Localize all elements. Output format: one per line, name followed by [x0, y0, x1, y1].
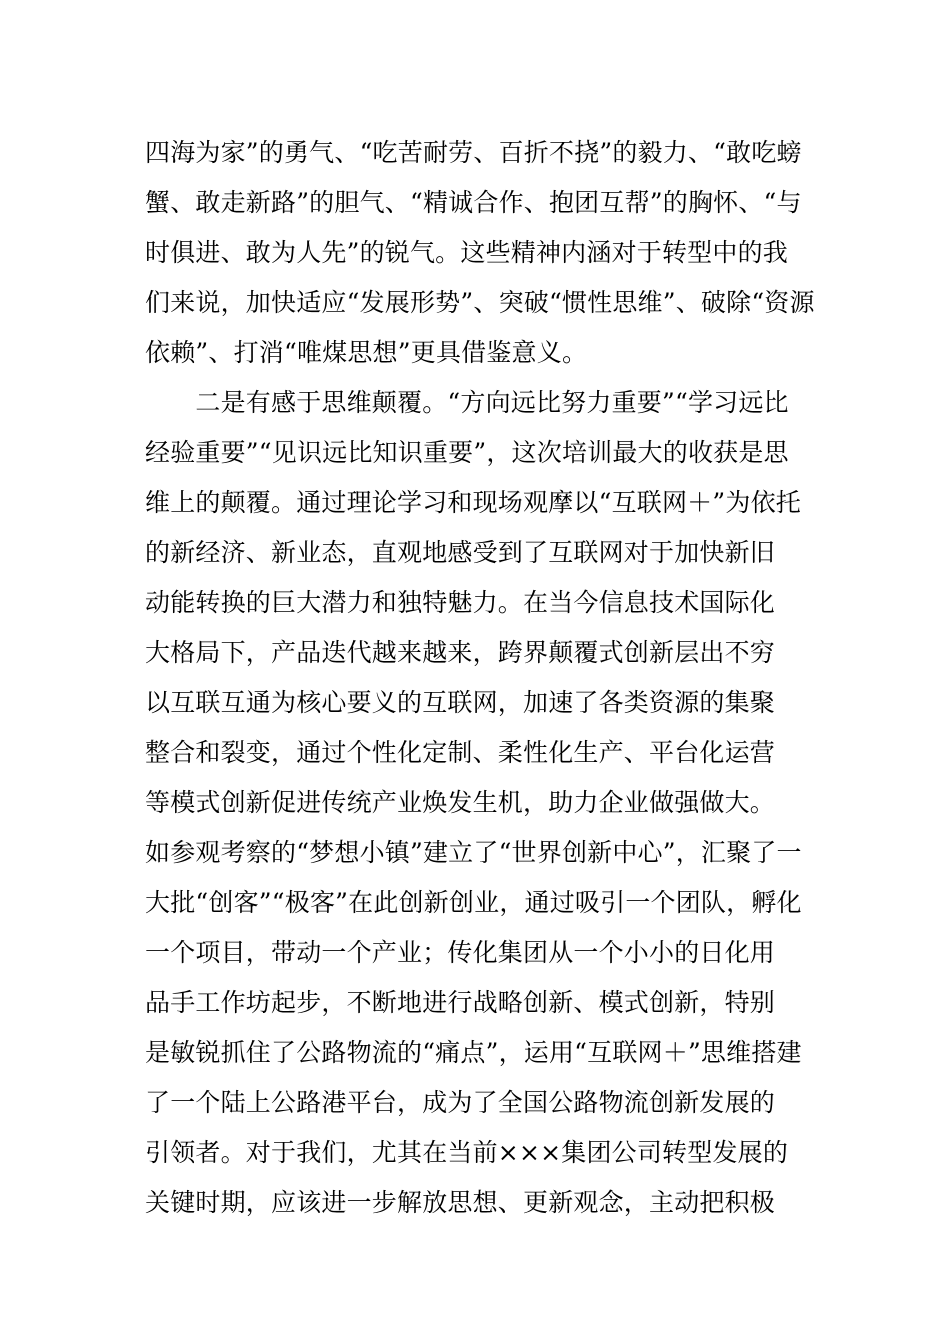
- paragraph-start-line: 二是有感于思维颠覆。“方向远比努力重要”“学习远比: [145, 388, 789, 417]
- text-line: 动能转换的巨大潜力和独特魅力。在当今信息技术国际化: [145, 588, 776, 617]
- text-line: 维上的颠覆。通过理论学习和现场观摩以“互联网＋”为依托: [145, 488, 801, 517]
- text-line: 以互联互通为核心要义的互联网，加速了各类资源的集聚: [145, 688, 776, 717]
- text-line: 是敏锐抓住了公路物流的“痛点”，运用“互联网＋”思维搭建: [145, 1038, 802, 1067]
- text-line: 引领者。对于我们，尤其在当前×××集团公司转型发展的: [145, 1138, 789, 1167]
- text-line: 关键时期，应该进一步解放思想、更新观念，主动把积极: [145, 1188, 776, 1217]
- text-line: 等模式创新促进传统产业焕发生机，助力企业做强做大。: [145, 788, 776, 817]
- text-line: 大格局下，产品迭代越来越来，跨界颠覆式创新层出不穷: [145, 638, 776, 667]
- text-line: 蟹、敢走新路”的胆气、“精诚合作、抱团互帮”的胸怀、“与: [145, 188, 802, 217]
- text-line: 如参观考察的“梦想小镇”建立了“世界创新中心”，汇聚了一: [145, 838, 802, 867]
- text-line: 了一个陆上公路港平台，成为了全国公路物流创新发展的: [145, 1088, 776, 1117]
- text-line: 一个项目，带动一个产业；传化集团从一个小小的日化用: [145, 938, 776, 967]
- text-line: 依赖”、打消“唯煤思想”更具借鉴意义。: [145, 338, 588, 367]
- text-line: 大批“创客”“极客”在此创新创业，通过吸引一个团队，孵化: [145, 888, 802, 917]
- text-line: 们来说，加快适应“发展形势”、突破“惯性思维”、破除“资源: [145, 288, 815, 317]
- text-line: 经验重要”“见识远比知识重要”，这次培训最大的收获是思: [145, 438, 789, 467]
- text-line: 四海为家”的勇气、“吃苦耐劳、百折不挠”的毅力、“敢吃螃: [145, 138, 802, 167]
- text-line: 时俱进、敢为人先”的锐气。这些精神内涵对于转型中的我: [145, 238, 788, 267]
- text-line: 整合和裂变，通过个性化定制、柔性化生产、平台化运营: [145, 738, 776, 767]
- body-text: [145, 128, 815, 1228]
- text-line: 的新经济、新业态，直观地感受到了互联网对于加快新旧: [145, 538, 776, 567]
- text-line: 品手工作坊起步，不断地进行战略创新、模式创新，特别: [145, 988, 776, 1017]
